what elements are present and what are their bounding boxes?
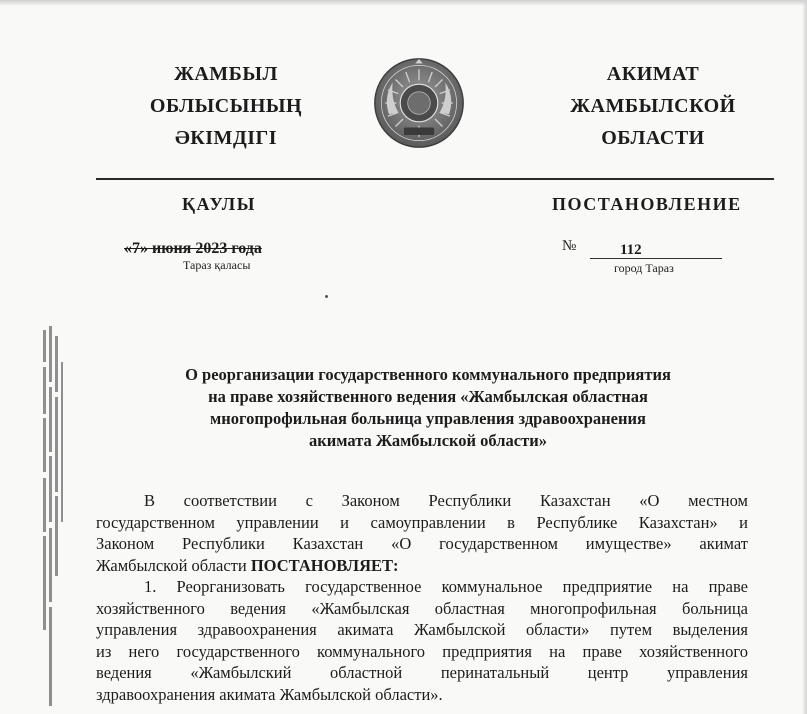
preamble-line: Законом Республики Казахстан «О государственном имуществе» акимат xyxy=(96,534,748,553)
title-line: акимата Жамбылской области» xyxy=(309,431,547,450)
org-name-ru-line: АКИМАТ xyxy=(606,63,700,85)
decree-date: «7» июня 2023 года xyxy=(124,240,262,257)
item-1-line: из него государственного коммунального предприятия на праве хозяйственного xyxy=(96,641,748,661)
decree-body xyxy=(96,490,748,705)
state-emblem-icon xyxy=(372,56,466,150)
org-name-ru xyxy=(548,58,758,154)
place-ru: город Тараз xyxy=(614,261,674,275)
resolves-keyword: ПОСТАНОВЛЯЕТ: xyxy=(250,555,399,575)
org-name-kz-line: ОБЛЫСЫНЫҢ xyxy=(149,95,303,117)
number-underline xyxy=(590,258,722,259)
scan-edge-right xyxy=(802,0,807,714)
number-sign: № xyxy=(562,238,577,254)
item-1-last-line: здравоохранения акимата Жамбылской области». xyxy=(96,684,443,704)
org-name-ru-line: ОБЛАСТИ xyxy=(601,127,705,149)
item-1-line: хозяйственного ведения «Жамбылская областная многопрофильная больница xyxy=(96,598,748,618)
item-1-line: 1. Реорганизовать государственное коммунальное предприятие на праве xyxy=(144,577,748,596)
org-name-ru-line: ЖАМБЫЛСКОЙ xyxy=(570,95,736,117)
header-divider xyxy=(96,178,774,180)
preamble-line: В соответствии с Законом Республики Казахстан «О местном xyxy=(144,491,748,510)
doctype-kz: ҚАУЛЫ xyxy=(182,194,256,214)
place-kz: Тараз қаласы xyxy=(183,258,251,272)
item-1-line: ведения «Жамбылский областной перинатальный центр управления xyxy=(96,663,748,682)
item-1-line: управления здравоохранения акимата Жамбылской области» путем выделения xyxy=(96,620,748,639)
org-name-kz xyxy=(130,58,322,154)
preamble-last-text: Жамбылской области xyxy=(96,555,247,575)
margin-scan-stamp xyxy=(40,322,66,714)
org-name-kz-line: ЖАМБЫЛ xyxy=(174,63,278,85)
scan-edge-top xyxy=(0,0,807,6)
preamble-last-line xyxy=(96,555,748,577)
scan-speck xyxy=(325,295,328,298)
doctype-ru: ПОСТАНОВЛЕНИЕ xyxy=(552,194,742,214)
org-name-kz-line: ӘКІМДІГІ xyxy=(175,127,277,149)
title-line: О реорганизации государственного коммунального предприятия xyxy=(185,365,671,384)
title-line: многопрофильная больница управления здравоохранения xyxy=(210,409,646,428)
preamble-line: государственном управлении и самоуправлении в Республике Казахстан» и xyxy=(96,512,748,532)
decree-title xyxy=(120,364,736,452)
decree-number: 112 xyxy=(620,242,642,258)
title-line: на праве хозяйственного ведения «Жамбылская областная xyxy=(208,387,648,406)
